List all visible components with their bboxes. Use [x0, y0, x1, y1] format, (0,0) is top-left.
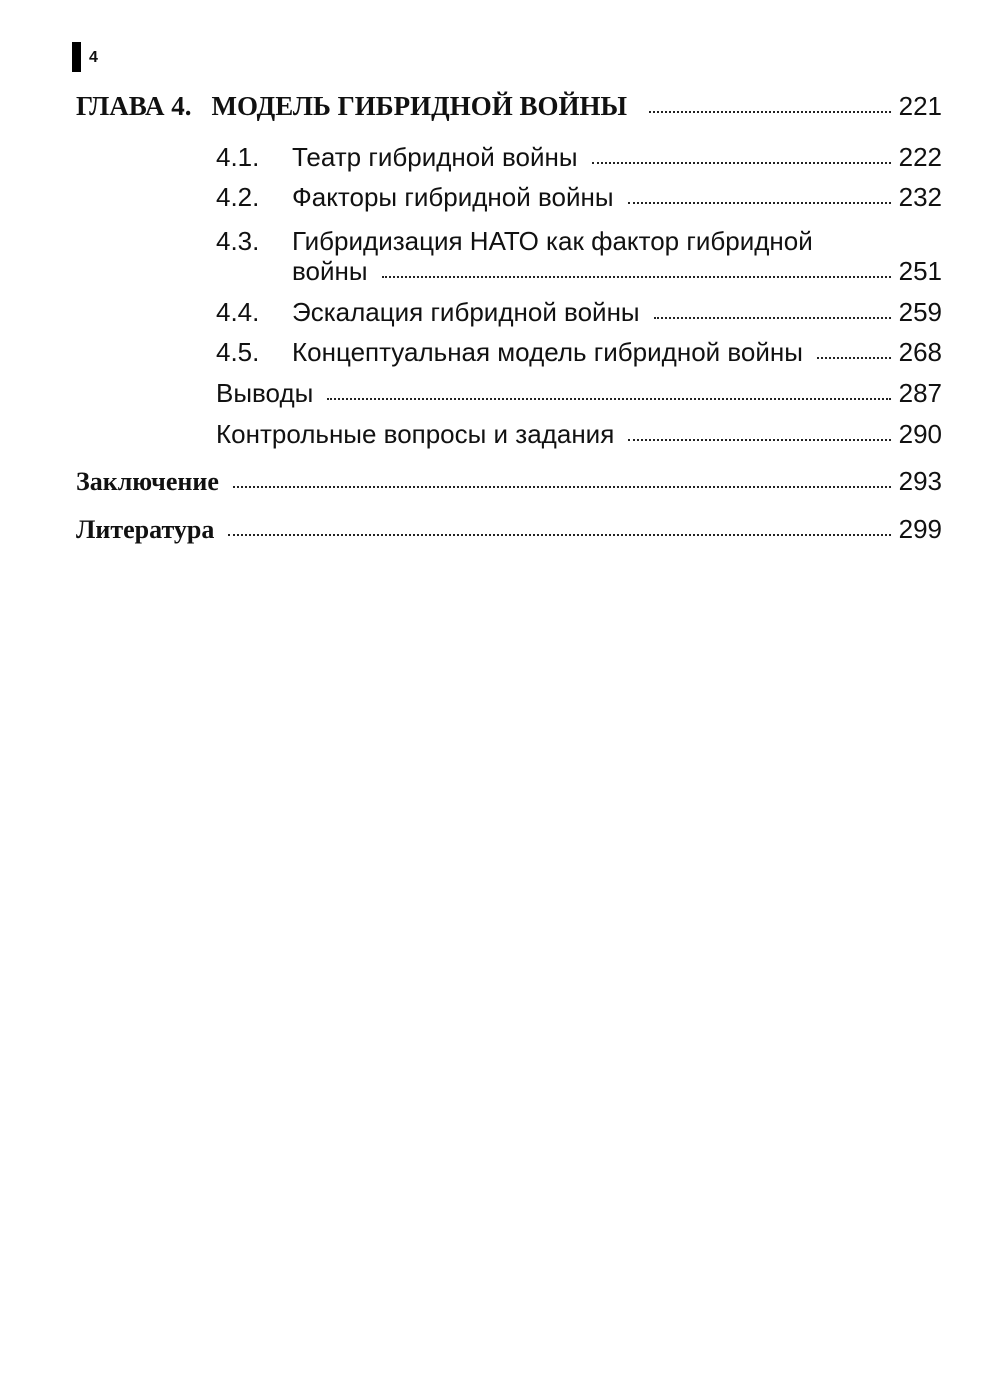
- dot-leader: [649, 111, 891, 113]
- section-title: Театр гибридной войны: [292, 142, 578, 172]
- section-title: Эскалация гибридной войны: [292, 297, 640, 327]
- chapter-title: МОДЕЛЬ ГИБРИДНОЙ ВОЙНЫ: [211, 91, 627, 121]
- page-number-marker: [72, 42, 98, 72]
- section-number: 4.4.: [216, 297, 260, 327]
- extra-title: Выводы: [216, 378, 314, 408]
- dot-leader: [628, 202, 891, 204]
- back-matter-title: Заключение: [76, 467, 219, 496]
- back-matter-title: Литература: [76, 515, 215, 544]
- dot-leader: [654, 317, 891, 319]
- section-title: Концептуальная модель гибридной войны: [292, 337, 803, 367]
- section-title: Факторы гибридной войны: [292, 182, 614, 212]
- dot-leader: [327, 398, 890, 400]
- toc-chapter-4[interactable]: [76, 93, 942, 120]
- section-page: 268: [898, 337, 942, 367]
- dot-leader: [817, 357, 891, 359]
- extra-page: 287: [898, 378, 942, 408]
- section-page: 251: [898, 256, 942, 286]
- section-title-line1: Гибридизация НАТО как фактор гибридной: [292, 226, 813, 256]
- back-matter-page: 299: [898, 514, 942, 544]
- toc-section-4-3[interactable]: [216, 226, 942, 257]
- dot-leader: [592, 162, 891, 164]
- toc-bibliography[interactable]: [76, 516, 942, 543]
- extra-title: Контрольные вопросы и задания: [216, 419, 615, 449]
- dot-leader: [233, 486, 891, 488]
- section-number: 4.1.: [216, 142, 260, 172]
- section-page: 259: [898, 297, 942, 327]
- section-number: 4.3.: [216, 226, 260, 256]
- toc-section-4-5[interactable]: [216, 339, 942, 365]
- toc-section-4-4[interactable]: [216, 299, 942, 325]
- dot-leader: [228, 534, 890, 536]
- dot-leader: [382, 276, 891, 278]
- toc-conclusion[interactable]: [76, 468, 942, 495]
- extra-page: 290: [898, 419, 942, 449]
- toc-section-4-2[interactable]: [216, 184, 942, 210]
- chapter-number: ГЛАВА 4.: [76, 91, 192, 121]
- section-title-line2: войны: [292, 256, 368, 286]
- toc-section-4-1[interactable]: [216, 144, 942, 170]
- page-marker-bar: [72, 42, 81, 72]
- chapter-page: 221: [898, 91, 942, 121]
- page-number: 4: [89, 49, 98, 66]
- section-number: 4.2.: [216, 182, 260, 212]
- toc-review-questions[interactable]: [216, 421, 942, 447]
- toc-section-4-3-continued[interactable]: [292, 258, 942, 284]
- section-page: 222: [898, 142, 942, 172]
- section-page: 232: [898, 182, 942, 212]
- dot-leader: [628, 439, 890, 441]
- section-number: 4.5.: [216, 337, 260, 367]
- toc-conclusions[interactable]: [216, 380, 942, 406]
- back-matter-page: 293: [898, 466, 942, 496]
